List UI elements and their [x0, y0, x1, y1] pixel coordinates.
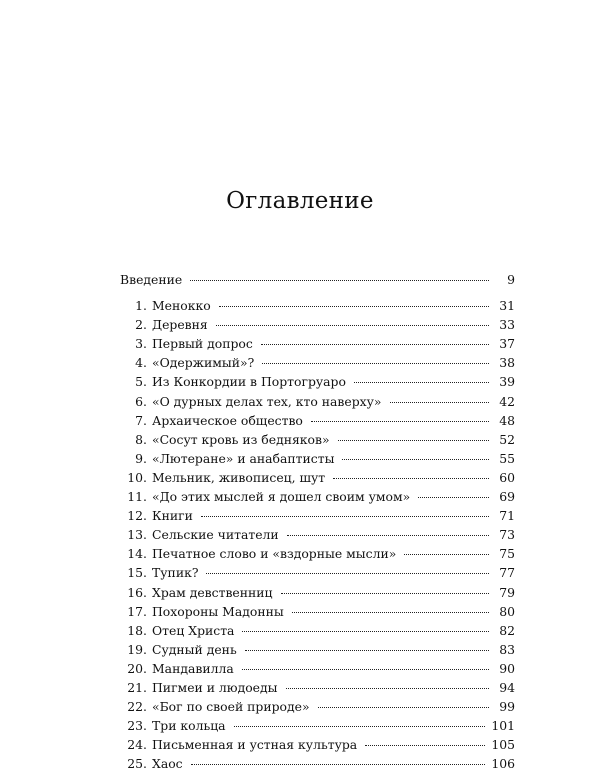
toc-entry-number: 16. — [127, 584, 147, 600]
toc-entry-title: Письменная и устная культура — [152, 737, 358, 753]
toc-entry-number: 3. — [135, 336, 147, 352]
toc-entry[interactable] — [120, 353, 515, 372]
toc-entry-title: Деревня — [152, 317, 208, 333]
toc-entry-page: 80 — [499, 603, 515, 619]
toc-entry-page: 106 — [491, 756, 515, 772]
dot-leader — [261, 344, 489, 345]
toc-entry-number: 10. — [127, 469, 147, 485]
toc-entry[interactable] — [120, 468, 515, 487]
toc-entry-page: 90 — [499, 660, 515, 676]
toc-entry[interactable] — [120, 525, 515, 544]
toc-entry-title: «Одержимый»? — [152, 355, 255, 371]
toc-entry-number: 23. — [127, 718, 147, 734]
toc-entry-title: Судный день — [152, 641, 237, 657]
toc-entry-page: 71 — [499, 508, 515, 524]
toc-entry-page: 99 — [499, 699, 515, 715]
toc-entry-page: 60 — [499, 469, 515, 485]
toc-entry[interactable] — [120, 506, 515, 525]
toc-entry[interactable] — [120, 430, 515, 449]
toc-entry-title: Из Конкордии в Портогруаро — [152, 374, 346, 390]
toc-entry[interactable] — [120, 678, 515, 697]
toc-entry-page: 75 — [499, 546, 515, 562]
dot-leader — [190, 280, 489, 281]
toc-entry-title: Первый допрос — [152, 336, 253, 352]
dot-leader — [418, 497, 489, 498]
toc-entry-title: «До этих мыслей я дошел своим умом» — [152, 489, 411, 505]
table-of-contents — [120, 270, 515, 773]
toc-entry-number: 18. — [127, 622, 147, 638]
dot-leader — [286, 688, 490, 689]
toc-entry-title: Тупик? — [152, 565, 199, 581]
dot-leader — [191, 764, 486, 765]
toc-entry-page: 39 — [499, 374, 515, 390]
toc-entry-title: Хаос — [152, 756, 183, 772]
toc-entry-title: Пигмеи и людоеды — [152, 679, 278, 695]
toc-entry-page: 31 — [499, 298, 515, 314]
toc-entry-title: Мельник, живописец, шут — [152, 469, 326, 485]
dot-leader — [287, 535, 489, 536]
toc-entry-number: 9. — [135, 450, 147, 466]
toc-entry-introduction[interactable] — [120, 270, 515, 289]
toc-entry[interactable] — [120, 449, 515, 468]
toc-entry-title: Мандавилла — [152, 660, 234, 676]
dot-leader — [404, 554, 489, 555]
toc-entry-number: 22. — [127, 699, 147, 715]
toc-entry-number: 2. — [135, 317, 147, 333]
toc-entry-page: 33 — [499, 317, 515, 333]
toc-entry-title: Книги — [152, 508, 193, 524]
toc-entry-page: 52 — [499, 431, 515, 447]
dot-leader — [354, 382, 489, 383]
dot-leader — [234, 726, 486, 727]
toc-entry-title: Отец Христа — [152, 622, 235, 638]
toc-entry-number: 13. — [127, 527, 147, 543]
dot-leader — [262, 363, 489, 364]
toc-entry-page: 105 — [491, 737, 515, 753]
toc-entry-number: 19. — [127, 641, 147, 657]
dot-leader — [216, 325, 489, 326]
toc-entry-page: 79 — [499, 584, 515, 600]
toc-entry[interactable] — [120, 334, 515, 353]
toc-entry[interactable] — [120, 563, 515, 582]
toc-entry-title: «О дурных делах тех, кто наверху» — [152, 393, 382, 409]
dot-leader — [342, 459, 489, 460]
toc-entry[interactable] — [120, 392, 515, 411]
dot-leader — [245, 650, 489, 651]
dot-leader — [318, 707, 489, 708]
dot-leader — [292, 612, 489, 613]
toc-entry-title: «Лютеране» и анабаптисты — [152, 450, 335, 466]
toc-entry-page: 82 — [499, 622, 515, 638]
toc-entry-title: Храм девственниц — [152, 584, 273, 600]
dot-leader — [390, 402, 489, 403]
toc-entry-page: 77 — [499, 565, 515, 581]
toc-entry-number: 20. — [127, 660, 147, 676]
toc-entry-number: 11. — [127, 489, 147, 505]
toc-entry-number: 12. — [127, 508, 147, 524]
chapter-list — [120, 296, 515, 773]
toc-entry-number: 8. — [135, 431, 147, 447]
toc-entry[interactable] — [120, 372, 515, 391]
toc-entry[interactable] — [120, 716, 515, 735]
toc-entry-page: 69 — [499, 489, 515, 505]
dot-leader — [338, 440, 489, 441]
dot-leader — [311, 421, 489, 422]
toc-entry[interactable] — [120, 602, 515, 621]
toc-entry[interactable] — [120, 544, 515, 563]
toc-entry-number: 1. — [135, 298, 147, 314]
toc-entry-page: 37 — [499, 336, 515, 352]
toc-entry-title: Сельские читатели — [152, 527, 279, 543]
toc-entry-page: 101 — [491, 718, 515, 734]
toc-entry-title: Три кольца — [152, 718, 226, 734]
toc-entry-title: «Бог по своей природе» — [152, 699, 310, 715]
dot-leader — [242, 669, 489, 670]
toc-entry-number: 15. — [127, 565, 147, 581]
page-title: Оглавление — [226, 188, 374, 214]
toc-entry-title: «Сосут кровь из бедняков» — [152, 431, 330, 447]
toc-entry-page: 83 — [499, 641, 515, 657]
toc-entry-title: Введение — [120, 272, 183, 287]
toc-entry-page: 55 — [499, 450, 515, 466]
toc-entry-page: 42 — [499, 393, 515, 409]
toc-entry[interactable] — [120, 621, 515, 640]
toc-entry-page: 94 — [499, 679, 515, 695]
toc-entry[interactable] — [120, 583, 515, 602]
dot-leader — [333, 478, 489, 479]
toc-entry-title: Архаическое общество — [152, 412, 303, 428]
dot-leader — [219, 306, 489, 307]
toc-entry-title: Менокко — [152, 298, 211, 314]
toc-entry[interactable] — [120, 697, 515, 716]
toc-entry[interactable] — [120, 296, 515, 315]
dot-leader — [281, 593, 489, 594]
toc-entry-number: 21. — [127, 679, 147, 695]
toc-entry[interactable] — [120, 487, 515, 506]
toc-entry-page: 48 — [499, 412, 515, 428]
toc-entry-number: 17. — [127, 603, 147, 619]
toc-entry-page: 9 — [507, 272, 515, 287]
toc-entry-page: 73 — [499, 527, 515, 543]
toc-entry-number: 14. — [127, 546, 147, 562]
toc-entry-number: 6. — [135, 393, 147, 409]
toc-entry[interactable] — [120, 315, 515, 334]
dot-leader — [201, 516, 489, 517]
dot-leader — [206, 573, 489, 574]
toc-entry-number: 5. — [135, 374, 147, 390]
toc-entry-number: 25. — [127, 756, 147, 772]
toc-entry[interactable] — [120, 411, 515, 430]
toc-entry-number: 4. — [135, 355, 147, 371]
toc-entry[interactable] — [120, 754, 515, 773]
toc-entry[interactable] — [120, 735, 515, 754]
dot-leader — [365, 745, 485, 746]
toc-entry-number: 24. — [127, 737, 147, 753]
toc-entry-number: 7. — [135, 412, 147, 428]
toc-entry-title: Печатное слово и «вздорные мысли» — [152, 546, 397, 562]
toc-entry-title: Похороны Мадонны — [152, 603, 284, 619]
toc-entry[interactable] — [120, 659, 515, 678]
toc-entry-page: 38 — [499, 355, 515, 371]
dot-leader — [242, 631, 489, 632]
toc-entry[interactable] — [120, 640, 515, 659]
